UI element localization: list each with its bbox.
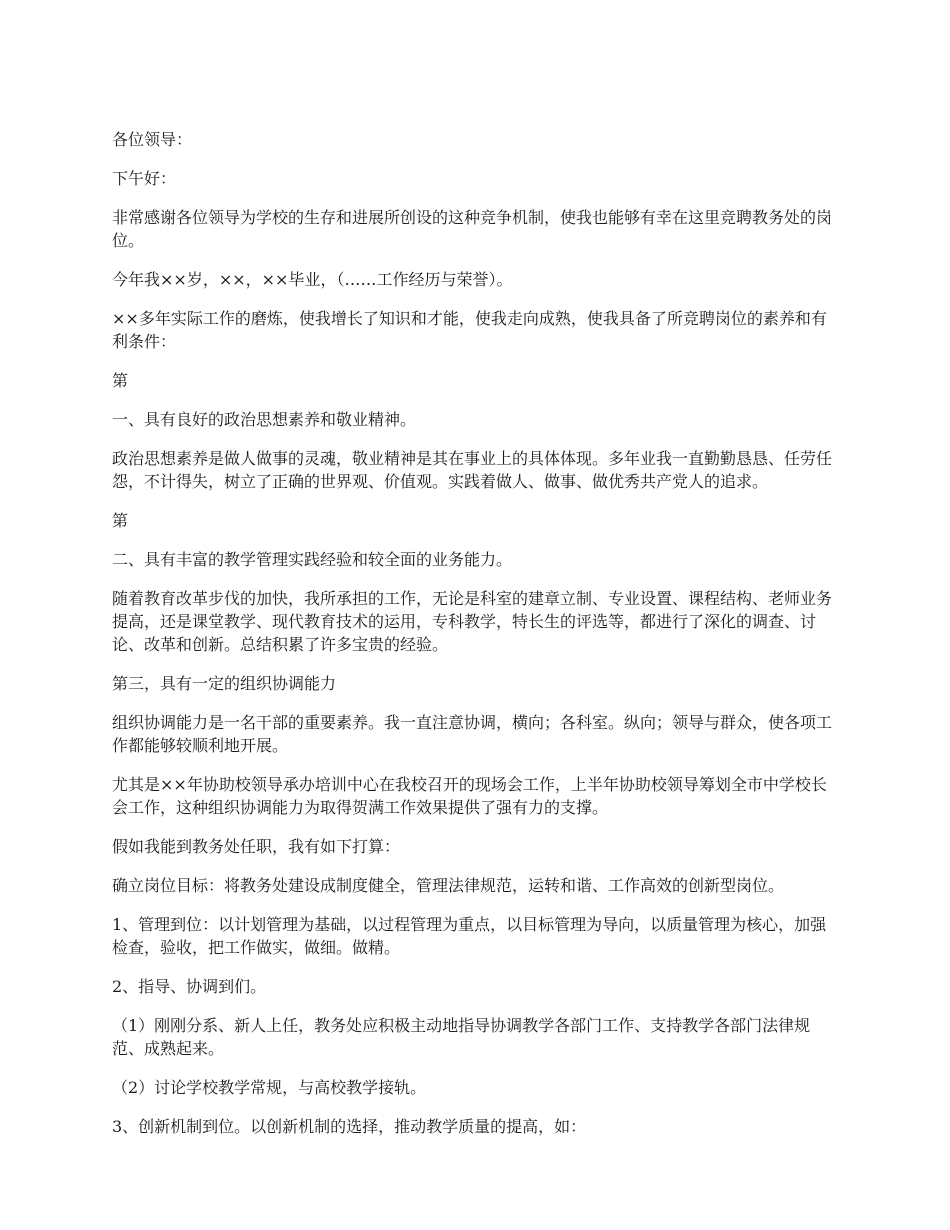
list-item: 2、指导、协调到们。 xyxy=(112,977,267,996)
paragraph: 组织协调能力是一名干部的重要素养。我一直注意协调，横向；各科室。纵向；领导与群众，使各项工作都能够较顺利地开展。 xyxy=(112,713,833,755)
document-page xyxy=(112,128,842,1154)
list-item: 3、创新机制到位。以创新机制的选择，推动教学质量的提高，如： xyxy=(112,1117,587,1136)
paragraph: 第 xyxy=(112,511,129,530)
paragraph-greeting: 各位领导： xyxy=(112,130,193,149)
section-heading: 二、具有丰富的教学管理实践经验和较全面的业务能力。 xyxy=(112,550,513,569)
paragraph-salutation: 下午好： xyxy=(112,169,177,188)
section-heading: 第三，具有一定的组织协调能力 xyxy=(112,674,337,693)
paragraph: 尤其是××年协助校领导承办培训中心在我校召开的现场会工作，上半年协助校领导筹划全市中学校长会工作，这种组织协调能力为取得贺满工作效果提供了强有力的支撑。 xyxy=(112,775,827,817)
paragraph: 今年我××岁，××，××毕业，（……工作经历与荣誉）。 xyxy=(112,270,513,289)
paragraph: 政治思想素养是做人做事的灵魂，敬业精神是其在事业上的具体体现。多年业我一直勤勤恳恳、任劳任怨，不计得失，树立了正确的世界观、价值观。实践着做人、做事、做优秀共产党人的追求。 xyxy=(112,449,833,491)
section-heading: 一、具有良好的政治思想素养和敬业精神。 xyxy=(112,410,417,429)
sub-list-item: （1）刚刚分系、新人上任，教务处应积极主动地指导协调教学各部门工作、支持教学各部门法律规范、成熟起来。 xyxy=(112,1016,811,1058)
paragraph: 非常感谢各位领导为学校的生存和进展所创设的这种竞争机制，使我也能够有幸在这里竞聘教务处的岗位。 xyxy=(112,208,833,250)
list-item: 1、管理到位：以计划管理为基础，以过程管理为重点，以目标管理为导向，以质量管理为核心，加强检查，验收，把工作做实，做细。做精。 xyxy=(112,915,827,957)
paragraph: 随着教育改革步伐的加快，我所承担的工作，无论是科室的建章立制、专业设置、课程结构、老师业务提高，还是课堂教学、现代教育技术的运用，专科教学，特长生的评选等，都进行了深化的调查、讨论、改革和创新。总结积累了许多宝贵的经验。 xyxy=(112,589,833,654)
paragraph: ××多年实际工作的磨炼，使我增长了知识和才能，使我走向成熟，使我具备了所竞聘岗位的素养和有利条件： xyxy=(112,309,827,351)
paragraph: 第 xyxy=(112,371,129,390)
paragraph: 假如我能到教务处任职，我有如下打算： xyxy=(112,837,401,856)
paragraph: 确立岗位目标：将教务处建设成制度健全，管理法律规范，运转和谐、工作高效的创新型岗位。 xyxy=(112,876,785,895)
sub-list-item: （2）讨论学校教学常规，与高校教学接轨。 xyxy=(112,1078,427,1097)
